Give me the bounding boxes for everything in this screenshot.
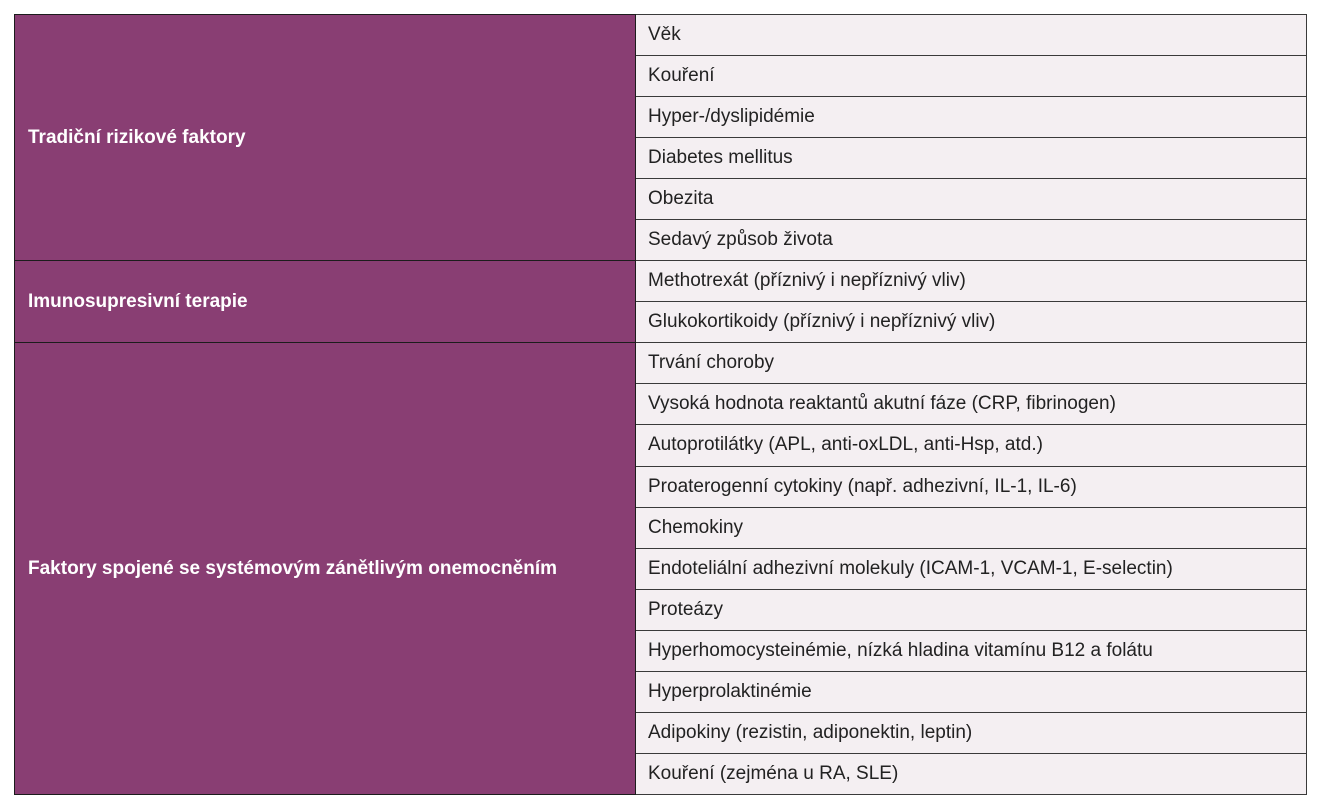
factor-cell: Vysoká hodnota reaktantů akutní fáze (CRP, fibrinogen) bbox=[636, 384, 1307, 425]
factor-cell: Proaterogenní cytokiny (např. adhezivní, IL-1, IL-6) bbox=[636, 466, 1307, 507]
factor-cell: Hyper-/dyslipidémie bbox=[636, 97, 1307, 138]
table-row bbox=[15, 261, 1307, 302]
category-cell-traditional-risk-factors: Tradiční rizikové faktory bbox=[15, 15, 636, 261]
factor-cell: Trvání choroby bbox=[636, 343, 1307, 384]
factor-cell: Sedavý způsob života bbox=[636, 220, 1307, 261]
factor-cell: Glukokortikoidy (příznivý i nepříznivý vliv) bbox=[636, 302, 1307, 343]
category-cell-systemic-inflammatory-disease: Faktory spojené se systémovým zánětlivým onemocněním bbox=[15, 343, 636, 795]
category-cell-immunosuppressive-therapy: Imunosupresivní terapie bbox=[15, 261, 636, 343]
factor-cell: Kouření (zejména u RA, SLE) bbox=[636, 753, 1307, 794]
table-row bbox=[15, 15, 1307, 56]
factor-cell: Chemokiny bbox=[636, 507, 1307, 548]
factor-cell: Kouření bbox=[636, 56, 1307, 97]
factor-cell: Adipokiny (rezistin, adiponektin, leptin) bbox=[636, 712, 1307, 753]
risk-factors-table bbox=[14, 14, 1307, 795]
factor-cell: Hyperhomocysteinémie, nízká hladina vitamínu B12 a folátu bbox=[636, 630, 1307, 671]
factor-cell: Autoprotilátky (APL, anti-oxLDL, anti-Hsp, atd.) bbox=[636, 425, 1307, 466]
table-row bbox=[15, 343, 1307, 384]
factor-cell: Methotrexát (příznivý i nepříznivý vliv) bbox=[636, 261, 1307, 302]
factor-cell: Proteázy bbox=[636, 589, 1307, 630]
factor-cell: Endoteliální adhezivní molekuly (ICAM-1, VCAM-1, E-selectin) bbox=[636, 548, 1307, 589]
factor-cell: Diabetes mellitus bbox=[636, 138, 1307, 179]
factor-cell: Věk bbox=[636, 15, 1307, 56]
factor-cell: Obezita bbox=[636, 179, 1307, 220]
factor-cell: Hyperprolaktinémie bbox=[636, 671, 1307, 712]
